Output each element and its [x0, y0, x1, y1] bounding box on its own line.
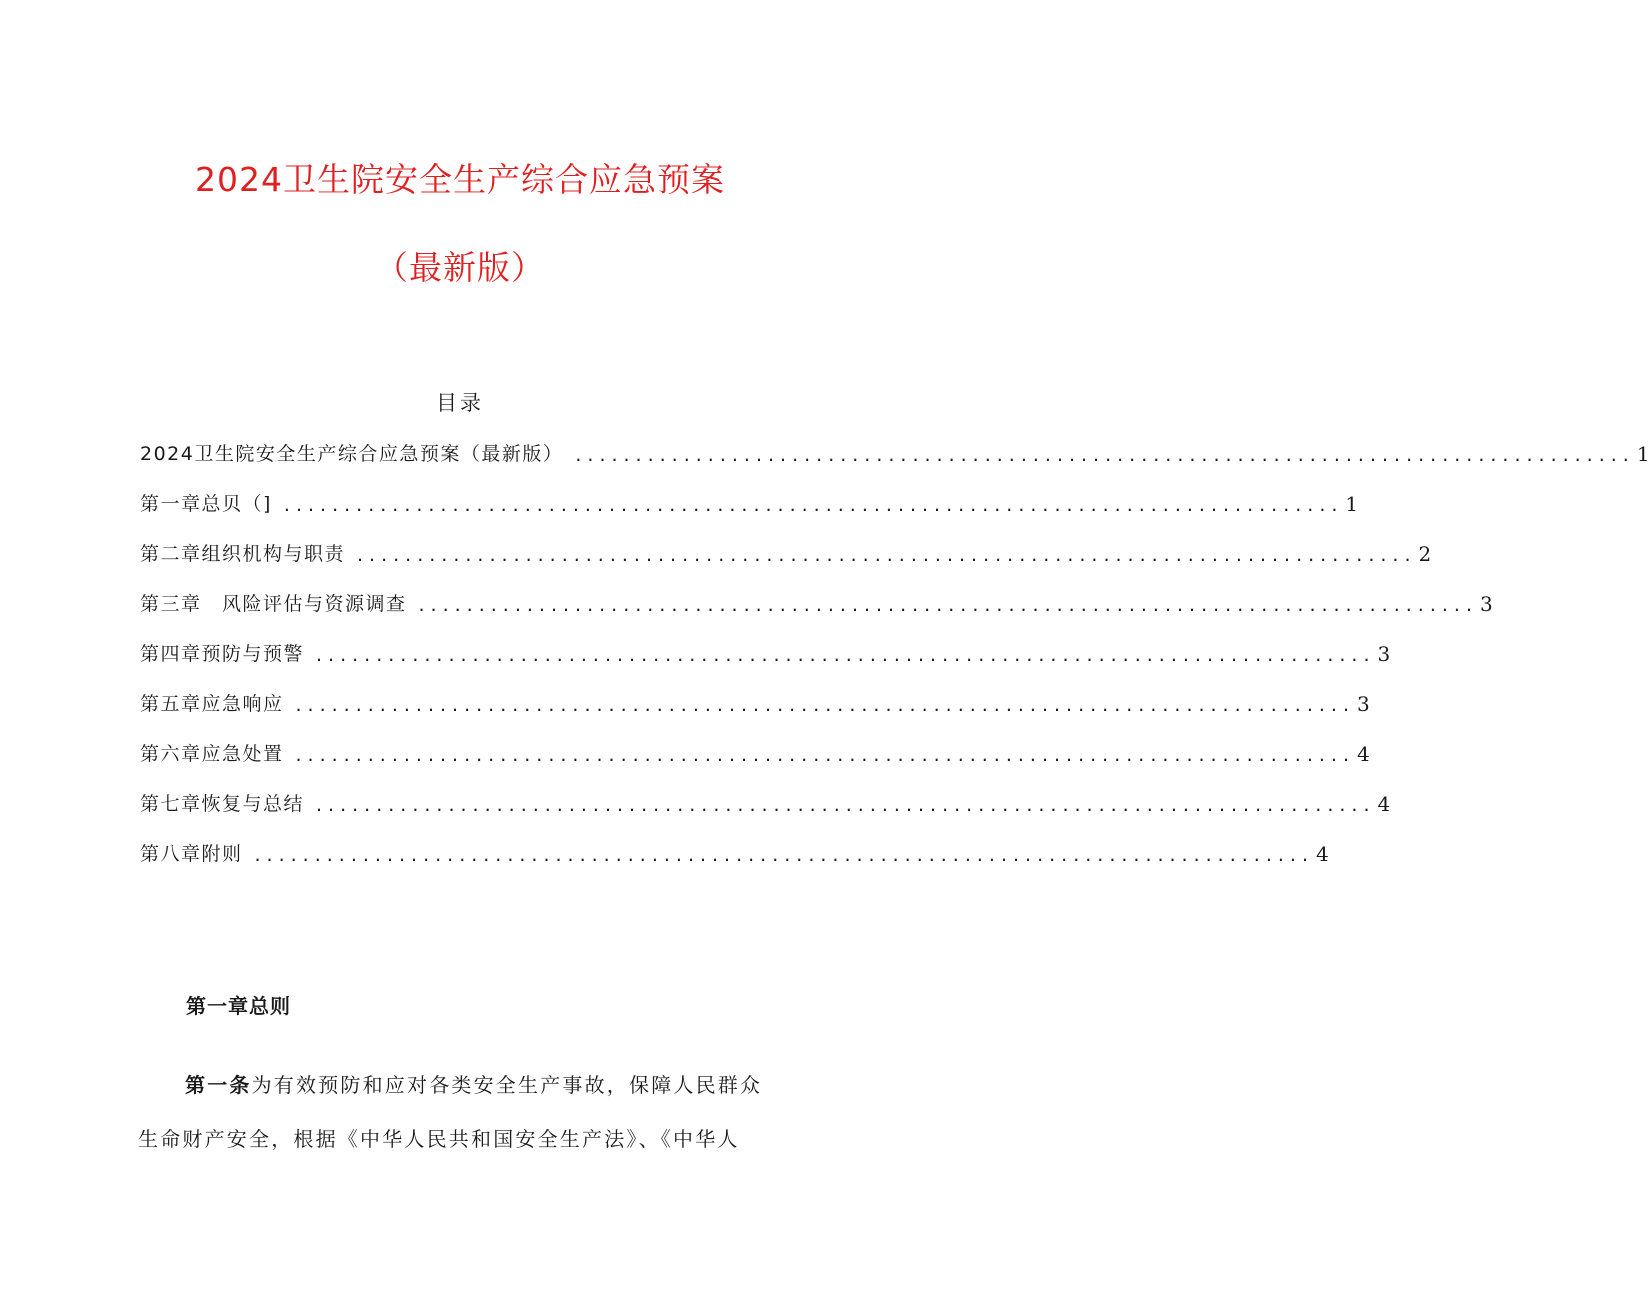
toc-entry-page: 1 [1345, 492, 1359, 516]
toc-leader-dots: ........................................................................................ [575, 444, 1635, 466]
toc-entry-page: 3 [1480, 592, 1493, 616]
toc-leader-dots: ........................................................................................ [295, 694, 1355, 716]
toc-entry[interactable] [140, 636, 1391, 666]
toc-entry-label: 2024卫生院安全生产综合应急预案（最新版） [140, 443, 564, 465]
toc-entry[interactable] [140, 686, 1370, 716]
toc-entry[interactable] [140, 736, 1370, 766]
document-subtitle: （最新版） [375, 248, 545, 287]
document-title: 2024卫生院安全生产综合应急预案 [195, 160, 725, 199]
article-text: 为有效预防和应对各类安全生产事故，保障人民群众 [251, 1073, 763, 1097]
toc-entry-label: 第三章 风险评估与资源调查 [140, 593, 407, 615]
toc-entry-label: 第五章应急响应 [140, 693, 284, 715]
toc-entry[interactable] [140, 786, 1391, 816]
toc-entry-label: 第七章恢复与总结 [140, 793, 305, 815]
paragraph-line: 生命财产安全，根据《中华人民共和国安全生产法》、《中华人 [138, 1127, 740, 1151]
toc-entry[interactable] [140, 536, 1432, 566]
toc-entry[interactable] [140, 436, 1650, 466]
toc-leader-dots: ........................................................................................ [283, 494, 1344, 516]
toc-entry-page: 3 [1377, 642, 1391, 666]
toc-leader-dots: ........................................................................................ [254, 844, 1314, 866]
toc-entry-page: 4 [1357, 742, 1370, 766]
toc-entry-label: 第二章组织机构与职责 [140, 543, 346, 565]
toc-entry[interactable] [140, 486, 1359, 516]
toc-entry-page: 1 [1636, 442, 1650, 466]
article-paragraph [138, 1058, 783, 1166]
toc-leader-dots: ........................................................................................ [316, 794, 1376, 816]
toc-leader-dots: ........................................................................................ [295, 744, 1355, 766]
chapter-heading: 第一章总则 [186, 994, 291, 1018]
toc-entry-page: 3 [1357, 692, 1370, 716]
toc-leader-dots: ........................................................................................ [418, 594, 1478, 616]
article-number: 第一条 [185, 1073, 252, 1097]
toc-entry-label: 第一章总贝（] [140, 493, 272, 515]
toc-entry-page: 4 [1316, 842, 1329, 866]
toc-entry-page: 4 [1377, 792, 1391, 816]
toc-entry[interactable] [140, 586, 1493, 616]
paragraph-line [138, 1058, 783, 1112]
toc-leader-dots: ........................................................................................ [357, 544, 1417, 566]
toc-entry-label: 第四章预防与预警 [140, 643, 305, 665]
toc-entry-label: 第六章应急处置 [140, 743, 284, 765]
toc-entry[interactable] [140, 836, 1329, 866]
toc-heading: 目录 [436, 391, 484, 415]
toc-leader-dots: ........................................................................................ [316, 644, 1376, 666]
toc-entry-label: 第八章附则 [140, 843, 243, 865]
toc-entry-page: 2 [1418, 542, 1432, 566]
